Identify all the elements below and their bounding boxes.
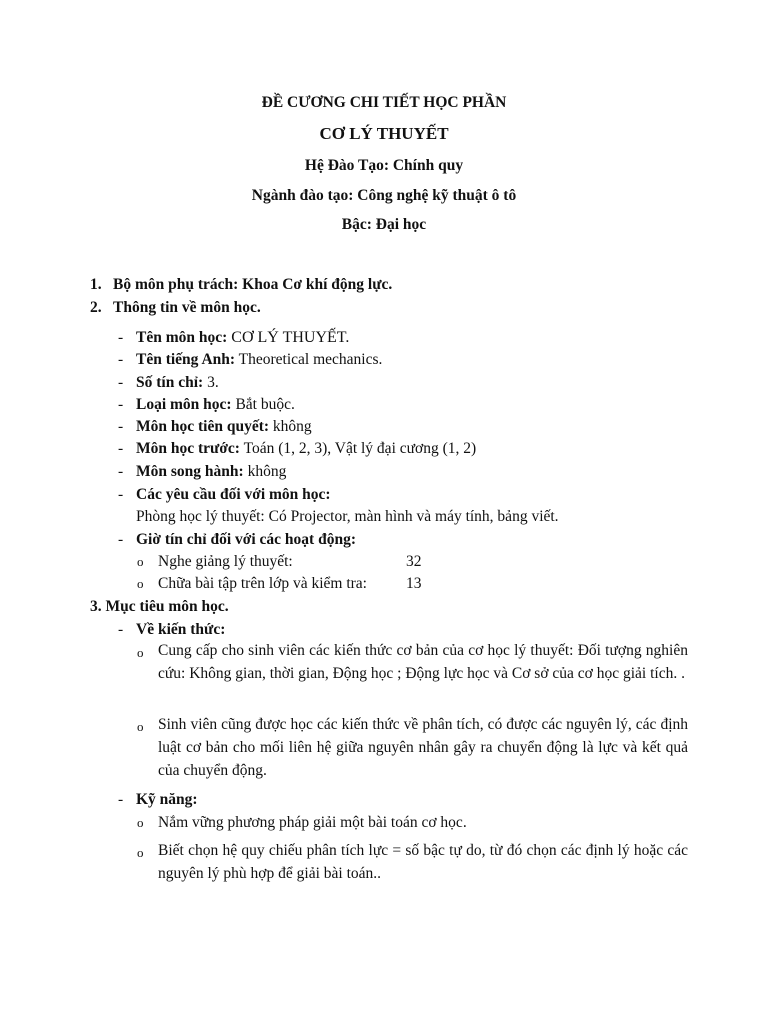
skills-label: Kỹ năng:: [136, 791, 198, 808]
item-value: Toán (1, 2, 3), Vật lý đại cương (1, 2): [239, 440, 477, 457]
list-item: [136, 395, 295, 415]
circle-bullet-icon: o: [137, 815, 144, 830]
knowledge-item: Sinh viên cũng được học các kiến thức về phân tích, có được các nguyên lý, các định luật cơ bản cho mối liên hệ giữa nguyên nhân gây ra chuyển động là lực và kết quả của chuyển động.: [158, 716, 688, 779]
knowledge-label: Về kiến thức:: [136, 621, 226, 638]
section-1-number: 1.: [90, 276, 102, 293]
list-item: -: [118, 329, 124, 346]
circle-bullet-icon: o: [137, 554, 144, 569]
list-item: [136, 350, 382, 370]
list-item: -: [118, 374, 124, 391]
document-title: ĐỀ CƯƠNG CHI TIẾT HỌC PHẦN: [261, 94, 507, 111]
item-label: Môn học tiên quyết:: [136, 418, 270, 435]
item-value: Theoretical mechanics.: [235, 351, 383, 368]
item-label: Môn học trước:: [136, 440, 240, 457]
list-item: [136, 373, 219, 393]
list-item: -: [118, 351, 124, 368]
list-item: [136, 328, 349, 348]
item-label: Tên tiếng Anh:: [136, 351, 236, 368]
item-label: Số tín chỉ:: [136, 374, 204, 391]
skills-item: Nắm vững phương pháp giải một bài toán cơ học.: [158, 814, 467, 831]
list-item: -: [118, 791, 124, 808]
hours-value: 13: [406, 575, 422, 592]
item-label: Môn song hành:: [136, 463, 244, 480]
list-item: -: [118, 621, 124, 638]
training-system: Hệ Đào Tạo: Chính quy: [304, 157, 464, 174]
section-1-text: Bộ môn phụ trách: Khoa Cơ khí động lực.: [113, 276, 393, 293]
list-item: -: [118, 486, 124, 503]
item-value: không: [243, 463, 287, 480]
section-2-text: Thông tin về môn học.: [113, 299, 261, 316]
item-value: không: [269, 418, 312, 435]
credit-hours-label: Giờ tín chỉ đối với các hoạt động:: [136, 531, 356, 548]
item-value: CƠ LÝ THUYẾT.: [227, 329, 350, 346]
requirements-text: Phòng học lý thuyết: Có Projector, màn hình và máy tính, bảng viết.: [136, 508, 559, 525]
circle-bullet-icon: o: [137, 576, 144, 591]
circle-bullet-icon: o: [137, 719, 144, 734]
skills-item: Biết chọn hệ quy chiếu phân tích lực = số bậc tự do, từ đó chọn các định lý hoặc các nguyên lý phù hợp để giải bài toán..: [158, 842, 688, 882]
section-3-title: 3. Mục tiêu môn học.: [90, 598, 229, 615]
circle-bullet-icon: o: [137, 845, 144, 860]
list-item: -: [118, 463, 124, 480]
list-item: [136, 439, 476, 459]
course-name-heading: CƠ LÝ THUYẾT: [319, 124, 449, 143]
knowledge-item: Cung cấp cho sinh viên các kiến thức cơ bản của cơ học lý thuyết: Đối tượng nghiên cứu: Không gian, thời gian, Động học ; Động lực học và Cơ sở của cơ học giải tích. .: [158, 642, 688, 682]
hours-label: Nghe giảng lý thuyết:: [158, 553, 293, 570]
list-item: -: [118, 531, 124, 548]
item-label: Các yêu cầu đối với môn học:: [136, 486, 331, 503]
hours-value: 32: [406, 553, 422, 570]
circle-bullet-icon: o: [137, 645, 144, 660]
item-label: Tên môn học:: [136, 329, 228, 346]
major: Ngành đào tạo: Công nghệ kỹ thuật ô tô: [251, 187, 517, 204]
hours-label: Chữa bài tập trên lớp và kiểm tra:: [158, 575, 367, 592]
item-label: Loại môn học:: [136, 396, 232, 413]
section-2-number: 2.: [90, 299, 102, 316]
list-item: [136, 485, 331, 505]
list-item: -: [118, 396, 124, 413]
list-item: -: [118, 440, 124, 457]
degree-level: Bậc: Đại học: [341, 216, 427, 233]
list-item: [136, 462, 286, 482]
list-item: -: [118, 418, 124, 435]
item-value: 3.: [203, 374, 219, 391]
list-item: [136, 417, 312, 437]
item-value: Bắt buộc.: [231, 396, 295, 413]
